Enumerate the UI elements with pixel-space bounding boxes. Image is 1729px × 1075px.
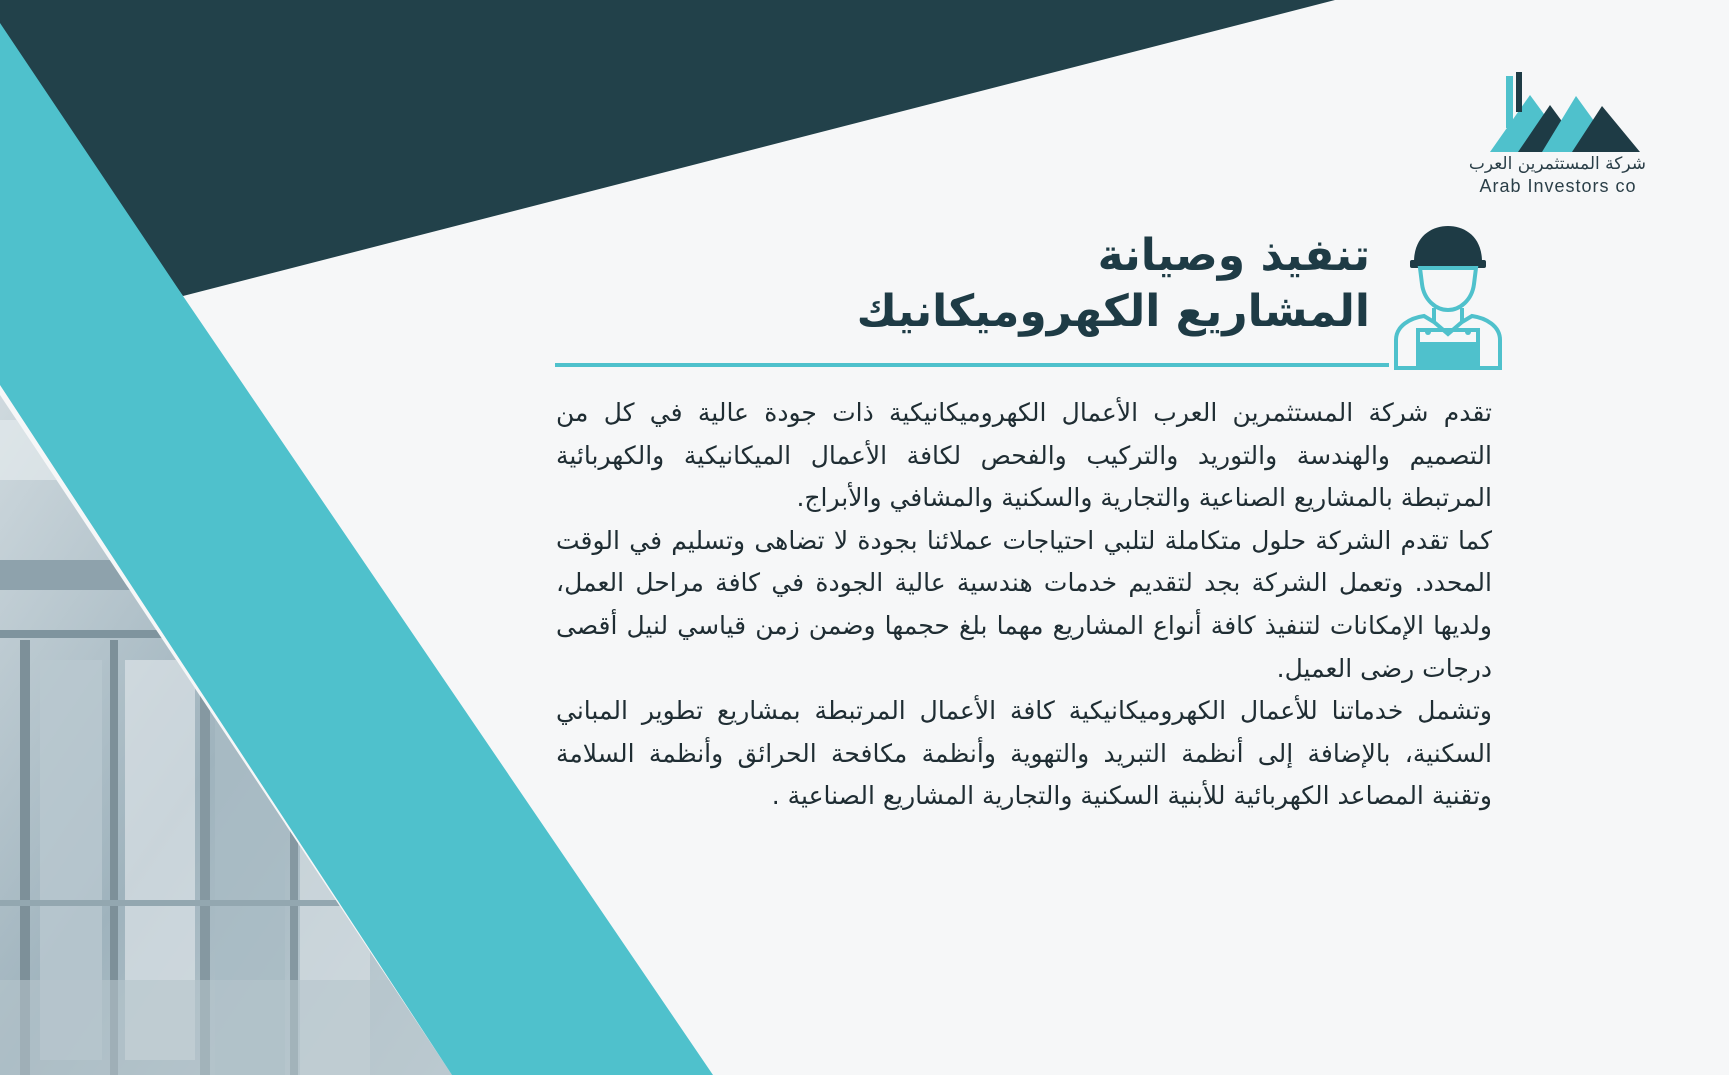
logo-english-name: Arab Investors co [1479, 176, 1637, 196]
paragraph-intro: تقدم شركة المستثمرين العرب الأعمال الكهروميكانيكية ذات جودة عالية في كل من التصميم والهندسة والتوريد والتركيب والفحص لكافة الأعمال الميكانيكية والكهربائية المرتبطة بالمشاريع الصناعية والتجارية والسكنية والمشافي والأبراج. [556, 398, 1492, 513]
title-line-1: تنفيذ وصيانة [1097, 230, 1370, 281]
page-title [760, 228, 1370, 340]
title-line-2: المشاريع الكهروميكانيك [856, 286, 1370, 337]
logo-mountains-icon [1490, 70, 1640, 155]
title-underline [555, 363, 1389, 367]
company-logo [1470, 70, 1660, 210]
worker-helmet-icon [1392, 222, 1504, 370]
logo-arabic-name: شركة المستثمرين العرب [1468, 154, 1646, 174]
body-text [556, 392, 1492, 818]
paragraph-services: وتشمل خدماتنا للأعمال الكهروميكانيكية كافة الأعمال المرتبطة بمشاريع تطوير المباني السكنية، بالإضافة إلى أنظمة التبريد والتهوية وأنظمة مكافحة الحرائق وأنظمة السلامة وتقنية المصاعد الكهربائية للأبنية السكنية والتجارية المشاريع الصناعية . [556, 696, 1492, 811]
paragraph-solutions: كما تقدم الشركة حلول متكاملة لتلبي احتياجات عملائنا بجودة لا تضاهى وتسليم في الوقت المحدد. وتعمل الشركة بجد لتقديم خدمات هندسية عالية الجودة في كافة مراحل العمل، ولديها الإمكانات لتنفيذ كافة أنواع المشاريع مهما بلغ حجمها وضمن زمن قياسي لنيل أقصى درجات رضى العميل. [556, 525, 1492, 683]
